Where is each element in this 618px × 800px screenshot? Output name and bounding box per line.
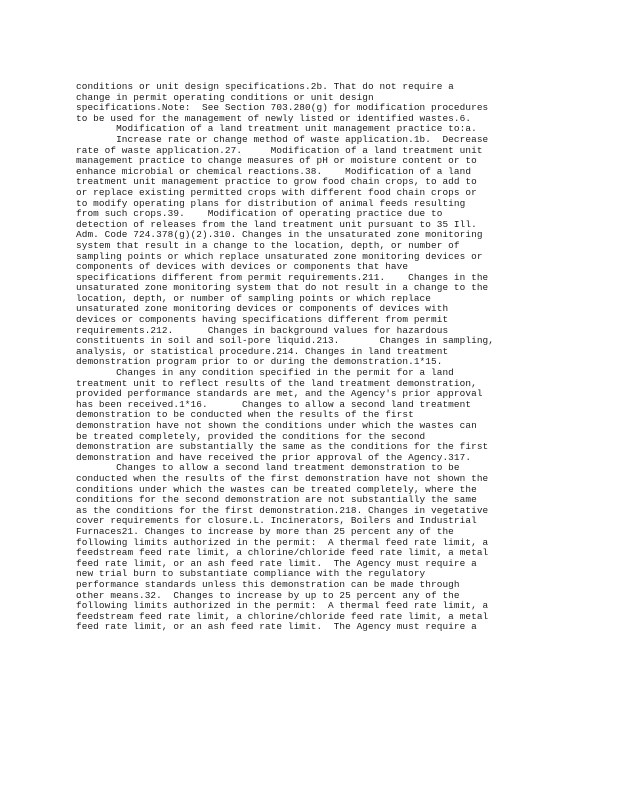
text-line: enhance microbial or chemical reactions.38. Modification of a land <box>76 165 472 177</box>
text-line: constituents in soil and soil-pore liquid.213. Changes in sampling, <box>76 335 494 347</box>
text-line: has been received.1*16. Changes to allow a second land treatment <box>76 398 472 410</box>
text-line: following limits authorized in the permit: A thermal feed rate limit, a <box>76 600 489 612</box>
document-page <box>76 82 546 633</box>
text-line: following limits authorized in the permit: A thermal feed rate limit, a <box>76 536 489 548</box>
text-line: specifications.Note: See Section 703.280(g) for modification procedures <box>76 102 489 114</box>
text-line: new trial burn to substantiate compliance with the regulatory <box>76 568 426 580</box>
text-line: demonstration have not shown the conditions under which the wastes can <box>76 420 477 431</box>
text-line: demonstration to be conducted when the results of the first <box>76 409 414 421</box>
text-line: system that result in a change to the location, depth, or number of <box>76 239 460 251</box>
text-line: conducted when the results of the first demonstration have not shown the <box>76 472 489 484</box>
text-line: unsaturated zone monitoring system that do not result in a change to the <box>76 282 489 294</box>
text-line: as the conditions for the first demonstration.218. Changes in vegetative <box>76 504 489 516</box>
text-line: Increase rate or change method of waste application.1b. Decrease <box>76 133 489 145</box>
text-line: other means.32. Changes to increase by up to 25 percent any of the <box>76 589 460 601</box>
text-line: or replace existing permitted crops with different food chain crops or <box>76 186 477 198</box>
text-line: to modify operating plans for distribution of animal feeds resulting <box>76 197 466 209</box>
text-line: demonstration program prior to or during the demonstration.1*15. <box>76 356 443 368</box>
text-line: unsaturated zone monitoring devices or components of devices with <box>76 303 449 315</box>
text-line: components of devices with devices or components that have <box>76 261 409 273</box>
text-line: feed rate limit, or an ash feed rate limit. The Agency must require a <box>76 621 477 633</box>
text-line: treatment unit management practice to grow food chain crops, to add to <box>76 176 477 188</box>
text-line: management practice to change measures of pH or moisture content or to <box>76 155 477 167</box>
text-line: conditions under which the wastes can be treated completely, where the <box>76 483 477 495</box>
text-line: treatment unit to reflect results of the land treatment demonstration, <box>76 377 477 389</box>
text-line: feedstream feed rate limit, a chlorine/chloride feed rate limit, a metal <box>76 610 489 622</box>
text-line: Changes in any condition specified in the permit for a land <box>76 367 454 379</box>
text-line: cover requirements for closure.L. Incinerators, Boilers and Industrial <box>76 515 477 527</box>
text-line: analysis, or statistical procedure.214. Changes in land treatment <box>76 345 449 357</box>
text-line: specifications different from permit requirements.211. Changes in the <box>76 271 489 283</box>
text-line: location, depth, or number of sampling points or which replace <box>76 292 432 304</box>
text-line: conditions for the second demonstration are not substantially the same <box>76 494 477 506</box>
text-line: conditions or unit design specifications.2b. That do not require a <box>76 81 454 92</box>
text-line: provided performance standards are met, and the Agency's prior approval <box>76 388 483 400</box>
text-line: performance standards unless this demonstration can be made through <box>76 578 460 590</box>
text-line: Furnaces21. Changes to increase by more than 25 percent any of the <box>76 525 454 537</box>
text-line: rate of waste application.27. Modification of a land treatment unit <box>76 144 483 156</box>
text-line: to be used for the management of newly listed or identified wastes.6. <box>76 112 472 124</box>
text-line: from such crops.39. Modification of operating practice due to <box>76 208 443 220</box>
text-line: Adm. Code 724.378(g)(2).310. Changes in the unsaturated zone monitoring <box>76 229 483 241</box>
text-line: devices or components having specifications different from permit <box>76 314 449 326</box>
text-line: sampling points or which replace unsaturated zone monitoring devices or <box>76 250 483 262</box>
text-line: requirements.212. Changes in background values for hazardous <box>76 324 449 336</box>
text-line: change in permit operating conditions or unit design <box>76 91 374 103</box>
text-line: Changes to allow a second land treatment demonstration to be <box>76 462 460 474</box>
text-line: demonstration are substantially the same as the conditions for the first <box>76 441 489 453</box>
text-line: Modification of a land treatment unit management practice to:a. <box>76 123 477 135</box>
text-line: detection of releases from the land treatment unit pursuant to 35 Ill. <box>76 218 477 230</box>
text-line: feed rate limit, or an ash feed rate limit. The Agency must require a <box>76 557 477 569</box>
text-line: demonstration and have received the prior approval of the Agency.317. <box>76 451 472 463</box>
text-line: be treated completely, provided the conditions for the second <box>76 430 426 442</box>
text-line: feedstream feed rate limit, a chlorine/chloride feed rate limit, a metal <box>76 547 489 559</box>
